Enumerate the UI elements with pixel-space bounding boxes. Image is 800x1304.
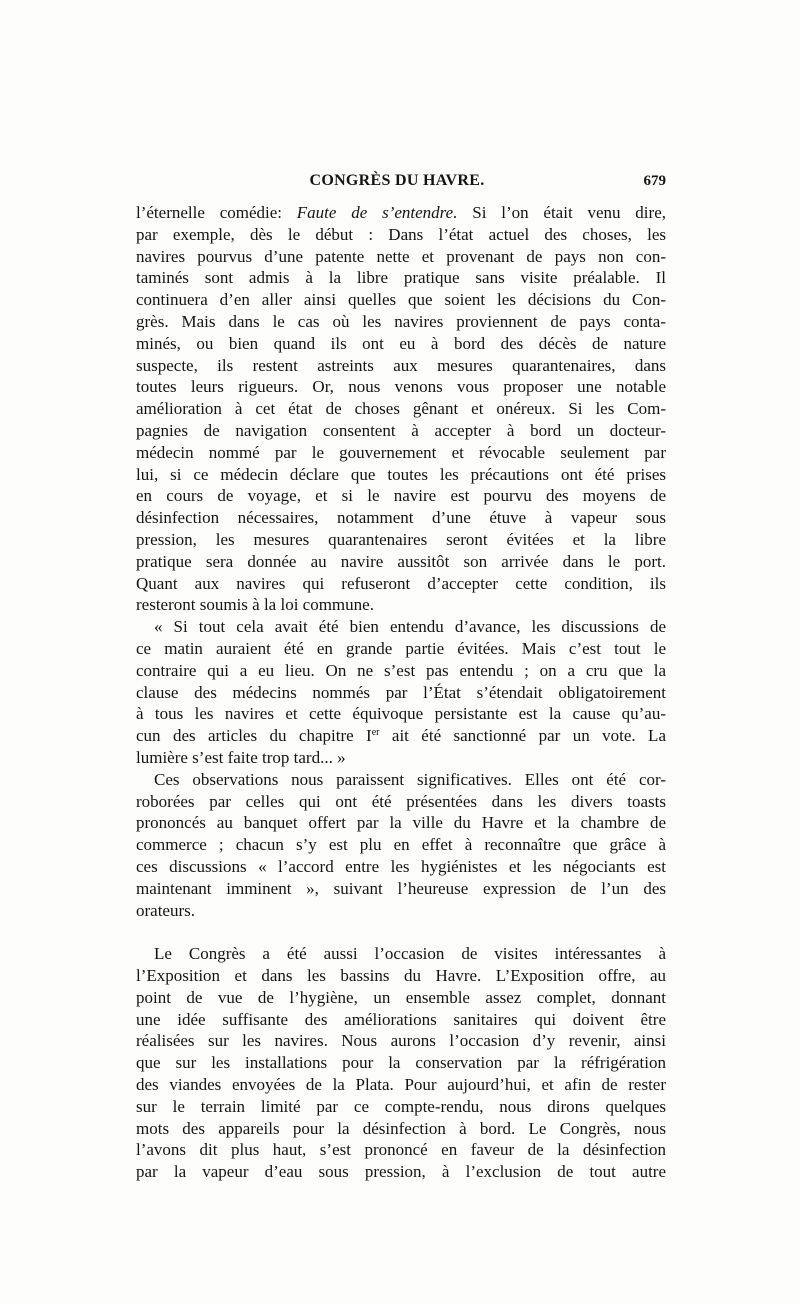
superscript: er <box>371 727 380 739</box>
text-line: lui, si ce médecin déclare que toutes les précautions ont été prises <box>136 464 666 484</box>
section-break <box>136 921 666 943</box>
text-line: amélioration à cet état de choses gênant et onéreux. Si les Com- <box>136 399 666 419</box>
paragraph-4 <box>136 943 666 1183</box>
paragraph-3 <box>136 769 666 922</box>
text-line: Quant aux navires qui refuseront d’accepter cette condition, ils <box>136 573 666 593</box>
page-header <box>136 172 666 196</box>
text-line: l’éternelle comédie: Faute de s’entendre. Si l’on était venu dire, <box>136 203 666 222</box>
text-line: pagnies de navigation consentent à accepter à bord un docteur- <box>136 420 666 440</box>
text-line: « Si tout cela avait été bien entendu d’avance, les discussions de <box>154 617 666 637</box>
text-line: à tous les navires et cette équivoque persistante est la cause qu’au- <box>136 704 666 724</box>
text-line: maintenant imminent », suivant l’heureuse expression de l’un des <box>136 878 666 898</box>
text-line: que sur les installations pour la conservation par la réfrigération <box>136 1053 666 1073</box>
text-line: clause des médecins nommés par l’État s’étendait obligatoirement <box>136 682 666 702</box>
text-line: toutes leurs rigueurs. Or, nous venons vous proposer une notable <box>136 377 666 397</box>
text-line: mots des appareils pour la désinfection à bord. Le Congrès, nous <box>136 1118 666 1138</box>
text-line: pression, les mesures quarantenaires seront évitées et la libre <box>136 529 666 549</box>
text-line: commerce ; chacun s’y est plu en effet à reconnaître que grâce à <box>136 835 666 855</box>
body-text <box>136 202 666 1183</box>
text-line: lumière s’est faite trop tard... » <box>136 747 346 767</box>
italic-phrase: Faute de s’entendre. <box>296 203 458 222</box>
text-line: navires pourvus d’une patente nette et provenant de pays non con- <box>136 246 666 266</box>
text-line: l’avons dit plus haut, s’est prononcé en faveur de la désinfection <box>136 1140 666 1160</box>
text-line: prononcés au banquet offert par la ville du Havre et la chambre de <box>136 813 666 833</box>
text-line: par la vapeur d’eau sous pression, à l’exclusion de tout autre <box>136 1162 666 1182</box>
text-line: Le Congrès a été aussi l’occasion de visites intéressantes à <box>154 944 666 964</box>
paragraph-2 <box>136 616 666 769</box>
running-title: CONGRÈS DU HAVRE. <box>309 172 485 189</box>
text-line: l’Exposition et dans les bassins du Havre. L’Exposition offre, au <box>136 966 666 986</box>
text-line: contraire qui a eu lieu. On ne s’est pas entendu ; on a cru que la <box>136 660 666 680</box>
text-line: médecin nommé par le gouvernement et révocable seulement par <box>136 442 666 462</box>
text-line: minés, ou bien quand ils ont eu à bord des décès de nature <box>136 333 666 353</box>
text-line: une idée suffisante des améliorations sanitaires qui doivent être <box>136 1009 666 1029</box>
text-line: roborées par celles qui ont été présentées dans les divers toasts <box>136 791 666 811</box>
text-line: réalisées sur les navires. Nous aurons l’occasion d’y revenir, ainsi <box>136 1031 666 1051</box>
paragraph-1 <box>136 202 666 616</box>
text-line: point de vue de l’hygiène, un ensemble assez complet, donnant <box>136 987 666 1007</box>
text-line: taminés sont admis à la libre pratique sans visite préalable. Il <box>136 268 666 288</box>
page-number: 679 <box>643 173 666 189</box>
text-line: des viandes envoyées de la Plata. Pour aujourd’hui, et afin de rester <box>136 1075 666 1095</box>
text-line: orateurs. <box>136 900 196 920</box>
text-line: pratique sera donnée au navire aussitôt son arrivée dans le port. <box>136 551 666 571</box>
text-line: grès. Mais dans le cas où les navires proviennent de pays conta- <box>136 311 666 331</box>
text-line: sur le terrain limité par ce compte-rendu, nous dirons quelques <box>136 1096 666 1116</box>
text-line: Ces observations nous paraissent significatives. Elles ont été cor- <box>154 769 666 789</box>
text-line: cun des articles du chapitre Ier ait été sanctionné par un vote. La <box>136 726 666 746</box>
text-line: resteront soumis à la loi commune. <box>136 595 374 615</box>
text-line: désinfection nécessaires, notamment d’une étuve à vapeur sous <box>136 508 666 528</box>
text-line: ces discussions « l’accord entre les hygiénistes et les négociants est <box>136 856 666 876</box>
text-line: ce matin auraient été en grande partie évitées. Mais c’est tout le <box>136 638 666 658</box>
text-line: par exemple, dès le début : Dans l’état actuel des choses, les <box>136 224 666 244</box>
text-line: en cours de voyage, et si le navire est pourvu des moyens de <box>136 486 666 506</box>
text-line: suspecte, ils restent astreints aux mesures quarantenaires, dans <box>136 355 666 375</box>
text-line: continuera d’en aller ainsi quelles que soient les décisions du Con- <box>136 290 666 310</box>
